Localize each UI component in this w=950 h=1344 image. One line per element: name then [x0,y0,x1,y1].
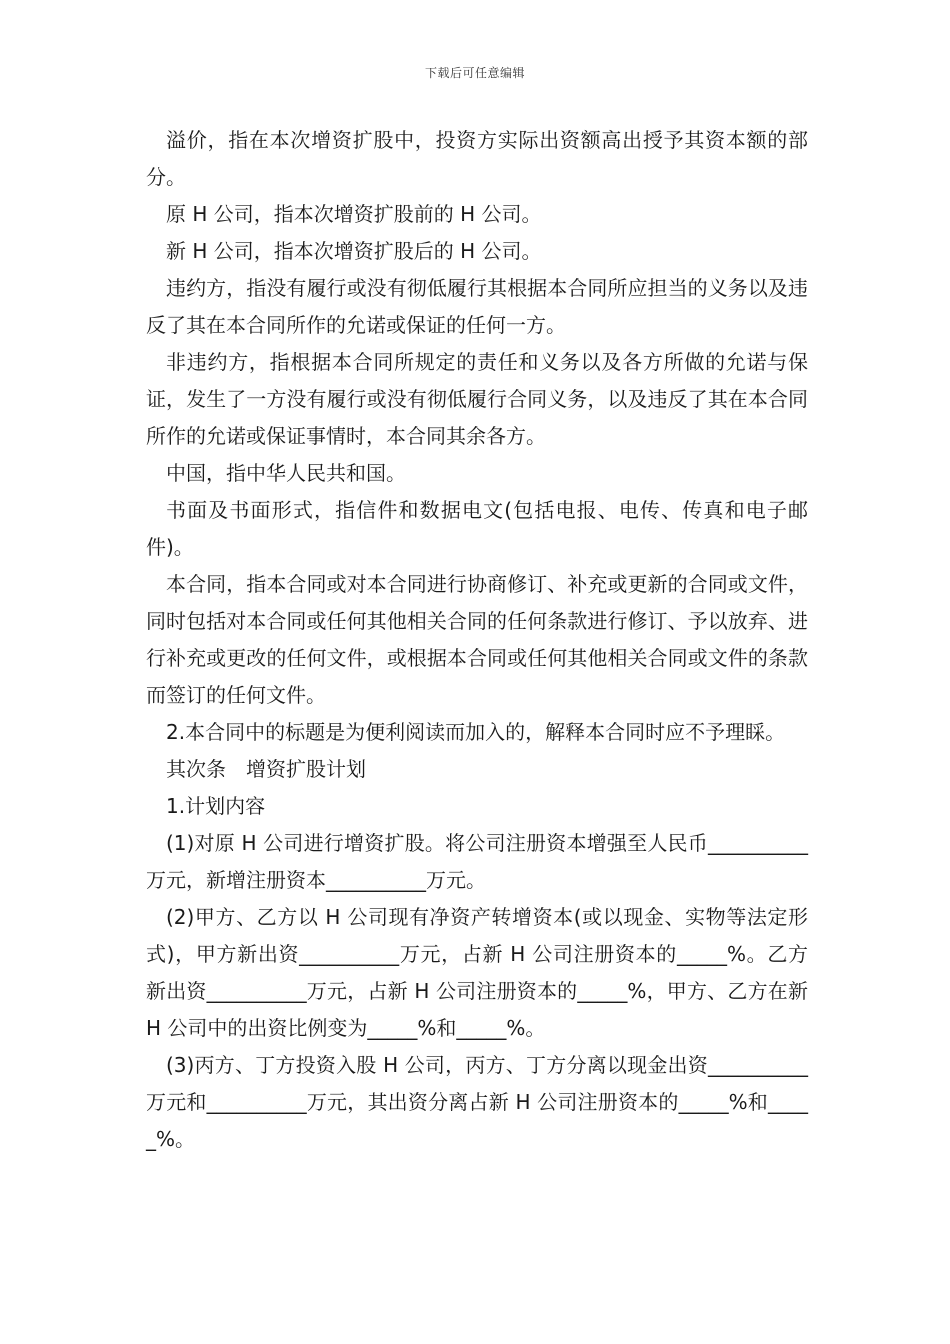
paragraph-breaching-party: 违约方，指没有履行或没有彻低履行其根据本合同所应担当的义务以及违反了其在本合同所作的允诺或保证的任何一方。 [146,276,808,337]
paragraph-non-breaching-party: 非违约方，指根据本合同所规定的责任和义务以及各方所做的允诺与保证，发生了一方没有履行或没有彻低履行合同义务，以及违反了其在本合同所作的允诺或保证事情时，本合同其余各方。 [146,350,808,448]
paragraph-china: 中国，指中华人民共和国。 [166,461,406,485]
paragraph-written-form: 书面及书面形式，指信件和数据电文(包括电报、电传、传真和电子邮件)。 [146,498,808,559]
paragraph-headings-note: 2.本合同中的标题是为便利阅读而加入的，解释本合同时应不予理睬。 [166,720,786,744]
paragraph-new-h-company: 新 H 公司，指本次增资扩股后的 H 公司。 [166,239,542,263]
paragraph-item-3: (3)丙方、丁方投资入股 H 公司，丙方、丁方分离以现金出资__________万元和__________万元，其出资分离占新 H 公司注册资本的_____%和_____%。 [146,1053,808,1151]
paragraph-item-2: (2)甲方、乙方以 H 公司现有净资产转增资本(或以现金、实物等法定形式)，甲方新出资__________万元，占新 H 公司注册资本的_____%。乙方新出资__________万元，占新 H 公司注册资本的_____%，甲方、乙方在新 H 公司中的出资比例变为_____%和_____%。 [146,905,808,1040]
page-header: 下载后可任意编辑 [424,66,525,80]
subheading-plan-content: 1.计划内容 [166,794,266,818]
paragraph-premium-definition: 溢价，指在本次增资扩股中，投资方实际出资额高出授予其资本额的部分。 [146,128,808,189]
document-body [146,122,808,1158]
section-heading-article-2: 其次条 增资扩股计划 [166,757,366,781]
paragraph-this-contract: 本合同，指本合同或对本合同进行协商修订、补充或更新的合同或文件，同时包括对本合同或任何其他相关合同的任何条款进行修订、予以放弃、进行补充或更改的任何文件，或根据本合同或任何其他相关合同或文件的条款而签订的任何文件。 [146,572,808,707]
paragraph-original-h-company: 原 H 公司，指本次增资扩股前的 H 公司。 [166,202,542,226]
paragraph-item-1: (1)对原 H 公司进行增资扩股。将公司注册资本增强至人民币__________万元，新增注册资本__________万元。 [146,831,808,892]
